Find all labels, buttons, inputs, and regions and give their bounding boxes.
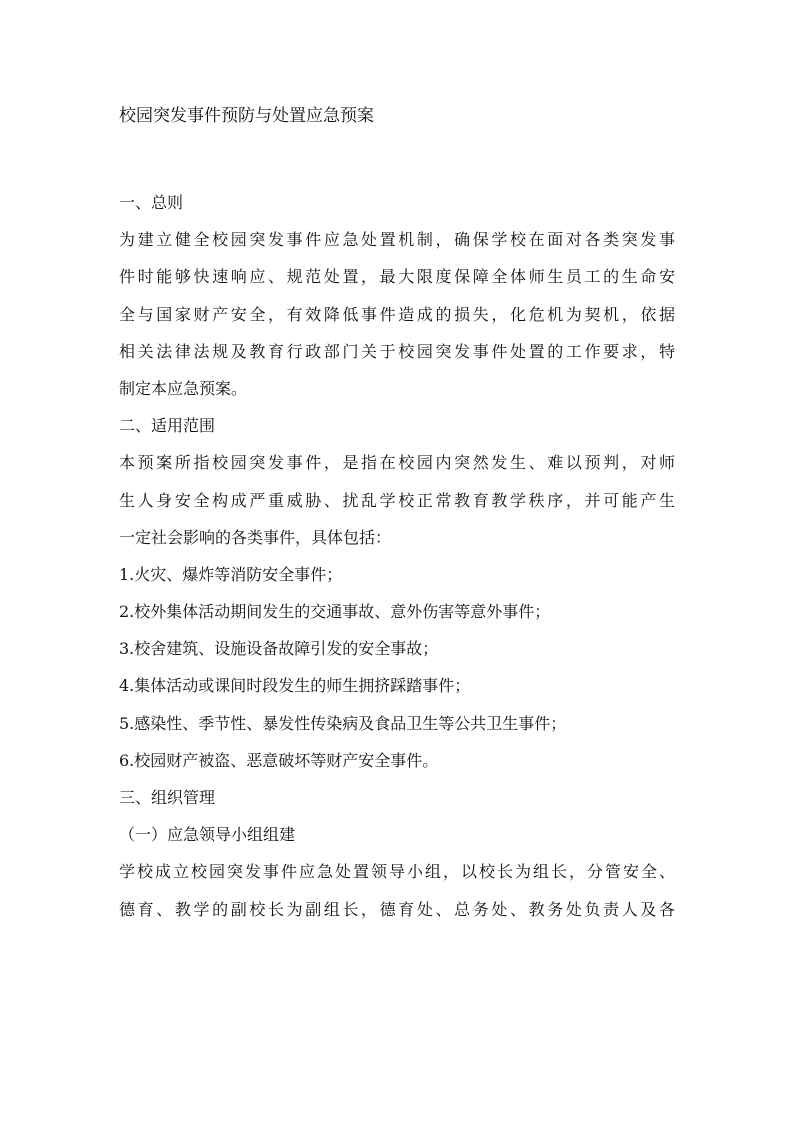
section-heading-organization: 三、组织管理: [119, 788, 216, 807]
paragraph-line: 为建立健全校园突发事件应急处置机制，确保学校在面对各类突发事: [119, 230, 675, 250]
paragraph-line: 相关法律法规及教育行政部门关于校园突发事件处置的工作要求，特: [119, 341, 675, 361]
list-item: 2.校外集体活动期间发生的交通事故、意外伤害等意外事件；: [119, 602, 551, 622]
list-item: 5.感染性、季节性、暴发性传染病及食品卫生等公共卫生事件；: [119, 713, 567, 733]
list-item: 3.校舍建筑、设施设备故障引发的安全事故；: [119, 639, 439, 659]
section-heading-general: 一、总则: [119, 193, 184, 212]
list-item: 1.火灾、爆炸等消防安全事件；: [119, 564, 343, 584]
paragraph-line: 制定本应急预案。: [119, 378, 248, 398]
document-title: 校园突发事件预防与处置应急预案: [119, 106, 374, 126]
document-body: [119, 184, 675, 928]
paragraph-line: 学校成立校园突发事件应急处置领导小组，以校长为组长，分管安全、: [119, 862, 675, 882]
paragraph-line: 全与国家财产安全，有效降低事件造成的损失，化危机为契机，依据: [119, 304, 675, 324]
subsection-heading: （一）应急领导小组组建: [119, 825, 296, 845]
paragraph-line: 生人身安全构成严重威胁、扰乱学校正常教育教学秩序，并可能产生: [119, 490, 675, 510]
section-heading-scope: 二、适用范围: [119, 416, 216, 436]
list-item: 6.校园财产被盗、恶意破坏等财产安全事件。: [119, 750, 439, 770]
list-item: 4.集体活动或课间时段发生的师生拥挤踩踏事件；: [119, 676, 471, 696]
paragraph-line: 德育、教学的副校长为副组长，德育处、总务处、教务处负责人及各: [119, 899, 675, 919]
paragraph-line: 本预案所指校园突发事件，是指在校园内突然发生、难以预判，对师: [119, 453, 675, 473]
paragraph-line: 一定社会影响的各类事件，具体包括：: [119, 527, 392, 547]
paragraph-line: 件时能够快速响应、规范处置，最大限度保障全体师生员工的生命安: [119, 267, 675, 287]
